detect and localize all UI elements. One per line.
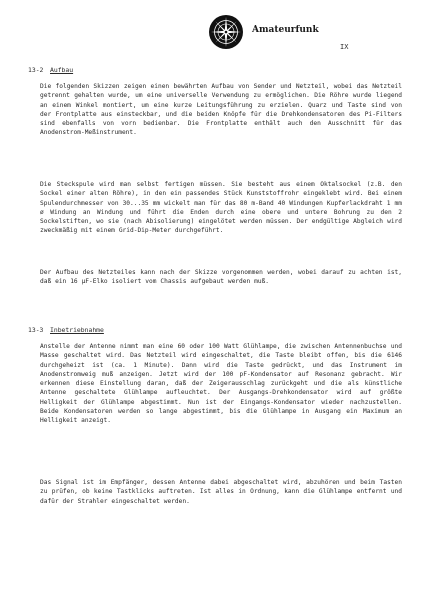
brand-title: Amateurfunk <box>252 25 319 35</box>
page-number: IX <box>340 43 349 51</box>
paragraph-aufbau-1: Die folgenden Skizzen zeigen einen bewährten Aufbau von Sender und Netzteil, wobei das Netzteil getrennt gehalten wurde, um eine universelle Verwendung zu ermöglichen. Die Röhre wurde liegend an einem Winkel montiert, um eine kurze Leitungsführung zu erzielen. Quarz und Taste sind von der Frontplatte aus einsteckbar, und die beiden Knöpfe für die Drehkondensatoren des Pi-Filters sind ebenfalls von vorn bedienbar. Die Frontplatte enthält auch den Ausschnitt für das Anodenstrom-Meßinstrument. <box>40 83 402 137</box>
section-number: 13-2 <box>28 66 44 74</box>
paragraph-aufbau-2: Die Steckspule wird man selbst fertigen müssen. Sie besteht aus einem Oktalsockel (z.B. den Sockel einer alten Röhre), in den ein passendes Stück Kunststoffrohr eingeklebt wird. Bei einem Spulendurchmesser von 30...35 mm wickelt man für das 80 m-Band 40 Windungen Kupferlackdraht 1 mm ø Windung an Windung und führt die Enden durch eine obere und untere Bohrung zu den 2 Sockelstiften, wo sie (nach Abisolierung) eingelötet werden müssen. Der endgültige Abgleich wird zweckmäßig mit einem Grid-Dip-Meter durchgeführt. <box>40 181 402 235</box>
paragraph-inbetriebnahme-1: Anstelle der Antenne nimmt man eine 60 oder 100 Watt Glühlampe, die zwischen Antennenbuchse und Masse geschaltet wird. Das Netzteil wird eingeschaltet, die Taste bleibt offen, bis die 6146 durchgeheizt ist (ca. 1 Minute). Dann wird die Taste gedrückt, und das Instrument im Anodenstromweig muß anzeigen. Jetzt wird der 100 pF-Kondensator auf Resonanz gebracht. Wir erkennen diese Einstellung daran, daß der Zeigerausschlag zurückgeht und die als künstliche Antenne geschaltete Glühlampe aufleuchtet. Der Ausgangs-Drehkondensator wird auf größte Helligkeit der Glühlampe abgestimmt. Nun ist der Eingangs-Kondensator wieder nachzustellen. Beide Kondensatoren werden so lange abgestimmt, bis die Glühlampe in Ausgang ein Maximum an Helligkeit anzeigt. <box>40 343 402 425</box>
section-heading-inbetriebnahme <box>28 326 104 335</box>
section-title: Aufbau <box>50 66 74 74</box>
section-title: Inbetriebnahme <box>50 326 104 334</box>
compass-rose-emblem-icon <box>208 14 244 50</box>
section-number: 13-3 <box>28 326 44 334</box>
paragraph-aufbau-3: Der Aufbau des Netzteiles kann nach der Skizze vorgenommen werden, wobei darauf zu achten ist, daß ein 16 µF-Elko isoliert vom Chassis aufgebaut werden muß. <box>40 269 402 286</box>
section-heading-aufbau <box>28 66 73 75</box>
paragraph-inbetriebnahme-2: Das Signal ist im Empfänger, dessen Antenne dabei abgeschaltet wird, abzuhören und beim Tasten zu prüfen, ob keine Tastklicks auftreten. Ist alles in Ordnung, kann die Glühlampe entfernt und dafür der Strahler eingeschaltet werden. <box>40 479 402 505</box>
